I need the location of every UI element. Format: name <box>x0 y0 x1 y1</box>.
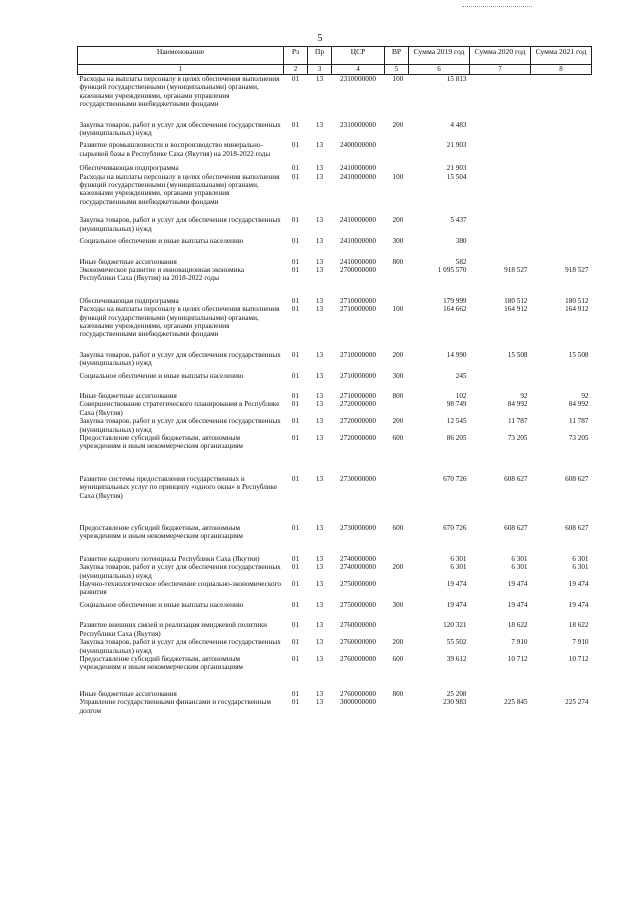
row-pr: 13 <box>315 75 324 83</box>
row-sum-2019: 21 903 <box>446 141 467 150</box>
row-sum-2020: 10 712 <box>507 654 528 663</box>
row-csr: 2410000000 <box>340 172 376 181</box>
column-index: 2 <box>284 65 308 75</box>
row-sum-2020 <box>470 372 531 392</box>
row-pr: 13 <box>315 563 324 572</box>
row-vr: 800 <box>392 257 404 266</box>
table-row <box>78 305 592 351</box>
row-vr <box>385 400 409 417</box>
header-rz: Рз <box>284 47 308 65</box>
row-vr <box>385 621 409 638</box>
row-vr: 800 <box>392 689 404 698</box>
row-sum-2021 <box>531 173 592 217</box>
row-sum-2021: 10 712 <box>568 654 589 663</box>
header-pr: Пр <box>308 47 332 65</box>
row-name: Развитие системы предоставления государственных и муниципальных услуг по принципу «одного окна» в Республике Саха (Якутия) <box>79 474 278 500</box>
row-rz: 01 <box>291 141 300 150</box>
row-sum-2020: 6 301 <box>511 554 528 563</box>
row-name: Предоставление субсидий бюджетным, автономным учреждениям и иным некоммерческим организациям <box>79 524 243 541</box>
table-row <box>78 141 592 164</box>
row-name: Развитие внешних связей и реализация имиджевой политики Республики Саха (Якутия) <box>79 621 267 638</box>
row-csr: 2730000000 <box>340 524 376 533</box>
row-sum-2019: 179 999 <box>443 296 467 305</box>
row-name: Научно-технологическое обеспечение социально-экономического развития <box>79 580 281 597</box>
row-sum-2021: 11 787 <box>569 417 589 426</box>
row-sum-2019: 582 <box>455 257 467 266</box>
row-sum-2020: 18 622 <box>507 621 528 630</box>
table-row <box>78 475 592 524</box>
column-index: 1 <box>78 65 284 75</box>
row-name: Закупка товаров, работ и услуг для обеспечения государственных (муниципальных) нужд <box>79 120 281 138</box>
table-row <box>78 563 592 580</box>
row-name: Расходы на выплаты персоналу в целях обеспечения выполнения функций государственными (муниципальными) органами, казенными учреждениями, органами управления государственными внебюджетными фондами <box>79 75 280 109</box>
row-rz: 01 <box>291 237 300 246</box>
table-row <box>78 121 592 142</box>
row-sum-2019: 19 474 <box>446 600 467 609</box>
row-vr: 200 <box>392 417 404 426</box>
row-sum-2021: 19 474 <box>568 600 589 609</box>
row-csr: 2760000000 <box>340 638 376 647</box>
row-pr: 13 <box>315 621 324 630</box>
row-sum-2020 <box>470 237 531 257</box>
row-sum-2021 <box>531 237 592 257</box>
table-row <box>78 690 592 698</box>
row-sum-2021 <box>531 258 592 266</box>
row-name: Предоставление субсидий бюджетным, автономным учреждениям и иным некоммерческим организациям <box>79 434 243 451</box>
row-sum-2021: 918 527 <box>565 265 589 274</box>
row-pr: 13 <box>315 257 324 266</box>
row-csr: 2700000000 <box>340 265 376 274</box>
row-sum-2021: 225 274 <box>565 698 589 707</box>
row-csr: 3000000000 <box>340 698 376 707</box>
row-rz: 01 <box>291 75 300 83</box>
table-row <box>78 698 592 715</box>
row-pr: 13 <box>315 400 324 409</box>
row-vr: 200 <box>392 563 404 572</box>
row-name: Социальное обеспечение и иные выплаты населению <box>79 371 244 380</box>
row-sum-2019: 4 483 <box>450 120 467 129</box>
row-sum-2021: 6 301 <box>572 563 589 572</box>
row-csr: 2710000000 <box>340 305 376 314</box>
row-csr: 2760000000 <box>340 689 376 698</box>
row-vr <box>385 164 409 172</box>
row-pr: 13 <box>315 305 324 314</box>
row-csr: 2760000000 <box>340 621 376 630</box>
row-vr: 300 <box>392 237 404 246</box>
table-row <box>78 351 592 372</box>
row-csr: 2310000000 <box>340 120 376 129</box>
row-sum-2020: 15 508 <box>507 350 528 359</box>
row-sum-2019: 14 990 <box>446 350 467 359</box>
row-csr: 2760000000 <box>340 654 376 663</box>
row-rz: 01 <box>291 164 300 173</box>
row-csr: 2710000000 <box>340 391 376 400</box>
row-sum-2019: 55 502 <box>446 638 467 647</box>
row-csr: 2750000000 <box>340 600 376 609</box>
row-vr: 600 <box>392 654 404 663</box>
table-row <box>78 216 592 237</box>
row-sum-2021 <box>531 75 592 121</box>
row-sum-2021: 84 992 <box>568 400 589 409</box>
row-sum-2019: 670 726 <box>443 474 467 483</box>
row-sum-2020 <box>470 216 531 237</box>
table-row <box>78 417 592 434</box>
table-row <box>78 164 592 172</box>
row-sum-2021 <box>531 372 592 392</box>
row-sum-2019: 164 662 <box>443 305 467 314</box>
row-csr: 2710000000 <box>340 371 376 380</box>
row-sum-2020: 608 627 <box>504 524 528 533</box>
row-sum-2021: 608 627 <box>565 524 589 533</box>
row-vr: 600 <box>392 434 404 442</box>
row-vr: 100 <box>392 172 404 181</box>
table-row <box>78 266 592 297</box>
table-row <box>78 258 592 266</box>
column-index: 5 <box>385 65 409 75</box>
row-sum-2021: 608 627 <box>565 474 589 483</box>
row-name: Закупка товаров, работ и услуг для обеспечения государственных (муниципальных) нужд <box>79 638 281 655</box>
row-rz: 01 <box>291 265 300 274</box>
row-sum-2020 <box>470 75 531 121</box>
row-pr: 13 <box>315 265 324 274</box>
column-index: 8 <box>531 65 592 75</box>
row-name: Расходы на выплаты персоналу в целях обеспечения выполнения функций государственными (муниципальными) органами, казенными учреждениями, органами управления государственными внебюджетными фондами <box>79 172 280 206</box>
row-sum-2021: 19 474 <box>568 580 589 589</box>
table-row <box>78 392 592 400</box>
row-vr <box>385 266 409 297</box>
row-pr: 13 <box>315 698 324 707</box>
row-pr: 13 <box>315 689 324 698</box>
row-rz: 01 <box>291 638 300 647</box>
row-sum-2020: 7 910 <box>511 638 528 647</box>
row-vr: 200 <box>392 216 404 225</box>
row-rz: 01 <box>291 563 300 572</box>
row-csr: 2710000000 <box>340 350 376 359</box>
row-name: Социальное обеспечение и иные выплаты населению <box>79 237 244 246</box>
row-vr <box>385 555 409 563</box>
row-sum-2019: 21 903 <box>446 164 467 173</box>
row-rz: 01 <box>291 580 300 589</box>
row-vr: 200 <box>392 350 404 359</box>
row-pr: 13 <box>315 237 324 246</box>
table-row <box>78 580 592 601</box>
row-sum-2021 <box>531 216 592 237</box>
table-row <box>78 75 592 121</box>
row-sum-2021: 92 <box>581 391 589 400</box>
row-csr: 2410000000 <box>340 164 376 173</box>
row-sum-2021: 164 912 <box>565 305 589 314</box>
row-sum-2020: 11 787 <box>508 417 528 426</box>
row-rz: 01 <box>291 434 300 442</box>
table-row <box>78 400 592 417</box>
row-rz: 01 <box>291 698 300 707</box>
row-vr: 300 <box>392 600 404 609</box>
row-sum-2019: 120 321 <box>443 621 467 630</box>
row-name: Предоставление субсидий бюджетным, автономным учреждениям и иным некоммерческим организациям <box>79 654 243 672</box>
row-vr: 100 <box>392 305 404 314</box>
row-pr: 13 <box>315 216 324 225</box>
row-pr: 13 <box>315 654 324 663</box>
row-vr <box>385 698 409 715</box>
header-2021: Сумма 2021 год <box>531 47 592 65</box>
row-name: Иные бюджетные ассигнования <box>79 689 177 698</box>
row-pr: 13 <box>315 120 324 129</box>
table-row <box>78 372 592 392</box>
row-sum-2019: 6 301 <box>450 554 467 563</box>
header-row <box>78 47 592 65</box>
row-rz: 01 <box>291 257 300 266</box>
row-sum-2019: 39 612 <box>446 654 467 663</box>
row-rz: 01 <box>291 120 300 129</box>
row-vr: 800 <box>392 391 404 400</box>
row-sum-2019: 230 983 <box>443 698 467 707</box>
row-sum-2021: 73 205 <box>568 434 589 442</box>
table-row <box>78 297 592 305</box>
row-name: Иные бюджетные ассигнования <box>79 391 177 400</box>
row-sum-2019: 1 095 570 <box>437 265 467 274</box>
row-sum-2020 <box>470 141 531 164</box>
row-csr: 2410000000 <box>340 257 376 266</box>
row-vr <box>385 580 409 601</box>
row-vr: 100 <box>392 75 404 83</box>
header-vr: ВР <box>385 47 409 65</box>
row-vr <box>385 141 409 164</box>
row-name: Обеспечивающая подпрограмма <box>79 296 179 305</box>
row-sum-2019: 670 726 <box>443 524 467 533</box>
row-sum-2021 <box>531 164 592 172</box>
row-sum-2020: 19 474 <box>507 600 528 609</box>
page-number: 5 <box>317 33 323 44</box>
row-sum-2019: 12 545 <box>446 417 467 426</box>
row-name: Развитие промышленности и воспроизводство минерально-сырьевой базы в Республике Саха (Якутия) на 2018-2022 годы <box>79 141 271 158</box>
budget-table <box>77 46 592 715</box>
row-sum-2019: 380 <box>455 237 467 246</box>
row-csr: 2720000000 <box>340 434 376 442</box>
row-pr: 13 <box>315 554 324 563</box>
row-sum-2020: 92 <box>520 391 528 400</box>
row-sum-2021: 18 622 <box>568 621 589 630</box>
row-pr: 13 <box>315 391 324 400</box>
row-rz: 01 <box>291 654 300 663</box>
row-rz: 01 <box>291 400 300 409</box>
row-sum-2020: 19 474 <box>507 580 528 589</box>
header-csr: ЦСР <box>332 47 385 65</box>
table-body <box>78 75 592 715</box>
row-csr: 2720000000 <box>340 400 376 409</box>
row-pr: 13 <box>315 172 324 181</box>
row-sum-2021: 7 910 <box>572 638 589 647</box>
table-row <box>78 237 592 257</box>
row-sum-2019: 25 208 <box>446 689 467 698</box>
row-rz: 01 <box>291 350 300 359</box>
row-pr: 13 <box>315 350 324 359</box>
row-rz: 01 <box>291 296 300 305</box>
table-row <box>78 655 592 690</box>
row-name: Развитие кадрового потенциала Республики Саха (Якутия) <box>79 554 260 563</box>
row-csr: 2750000000 <box>340 580 376 589</box>
row-rz: 01 <box>291 305 300 314</box>
row-pr: 13 <box>315 524 324 533</box>
row-name: Обеспечивающая подпрограмма <box>79 164 179 173</box>
row-sum-2019: 6 301 <box>450 563 467 572</box>
row-sum-2020: 608 627 <box>504 474 528 483</box>
row-pr: 13 <box>315 141 324 150</box>
row-csr: 2400000000 <box>340 141 376 150</box>
row-name: Закупка товаров, работ и услуг для обеспечения государственных (муниципальных) нужд <box>79 563 281 580</box>
row-vr: 200 <box>392 120 404 129</box>
row-name: Закупка товаров, работ и услуг для обеспечения государственных (муниципальных) нужд <box>79 216 281 233</box>
row-sum-2020: 84 992 <box>507 400 528 409</box>
table-row <box>78 434 592 475</box>
row-name: Расходы на выплаты персоналу в целях обеспечения выполнения функций государственными (муниципальными) органами, казенными учреждениями, органами управления государственными внебюджетными фондами <box>79 305 280 339</box>
row-pr: 13 <box>315 296 324 305</box>
row-sum-2021: 180 512 <box>565 296 589 305</box>
table-row <box>78 524 592 555</box>
row-rz: 01 <box>291 391 300 400</box>
table-row <box>78 601 592 621</box>
row-sum-2019: 98 749 <box>446 400 467 409</box>
row-csr: 2710000000 <box>340 296 376 305</box>
row-rz: 01 <box>291 371 300 380</box>
row-rz: 01 <box>291 216 300 225</box>
row-rz: 01 <box>291 474 300 483</box>
row-sum-2020: 918 527 <box>504 265 528 274</box>
table-row <box>78 621 592 638</box>
row-rz: 01 <box>291 621 300 630</box>
row-name: Закупка товаров, работ и услуг для обеспечения государственных (муниципальных) нужд <box>79 417 281 434</box>
row-sum-2020: 73 205 <box>507 434 528 442</box>
row-sum-2020: 164 912 <box>504 305 528 314</box>
row-rz: 01 <box>291 600 300 609</box>
row-sum-2020: 180 512 <box>504 296 528 305</box>
row-vr <box>385 475 409 524</box>
row-rz: 01 <box>291 689 300 698</box>
row-name: Управление государственными финансами и государственным долгом <box>79 698 271 715</box>
row-sum-2020 <box>470 173 531 217</box>
row-sum-2020 <box>470 164 531 172</box>
row-sum-2020: 225 845 <box>504 698 528 707</box>
row-csr: 2740000000 <box>340 563 376 572</box>
column-index: 7 <box>470 65 531 75</box>
header-name: Наименование <box>78 47 284 65</box>
row-vr <box>385 297 409 305</box>
row-rz: 01 <box>291 554 300 563</box>
row-sum-2020 <box>470 690 531 698</box>
row-pr: 13 <box>315 417 324 426</box>
table-row <box>78 555 592 563</box>
row-csr: 2410000000 <box>340 237 376 246</box>
row-vr: 200 <box>392 638 404 647</box>
column-index-row <box>78 65 592 75</box>
header-2019: Сумма 2019 год <box>409 47 470 65</box>
row-sum-2019: 5 437 <box>450 216 467 225</box>
column-index: 6 <box>409 65 470 75</box>
row-pr: 13 <box>315 600 324 609</box>
row-sum-2019: 15 813 <box>446 75 467 83</box>
row-sum-2020 <box>470 121 531 142</box>
column-index: 4 <box>332 65 385 75</box>
row-pr: 13 <box>315 371 324 380</box>
row-sum-2019: 102 <box>455 391 467 400</box>
row-pr: 13 <box>315 474 324 483</box>
row-name: Экономическое развитие и инновационная экономика Республики Саха (Якутия) на 2018-2022 годы <box>79 265 245 283</box>
row-sum-2021: 15 508 <box>568 350 589 359</box>
row-csr: 2740000000 <box>340 554 376 563</box>
row-pr: 13 <box>315 164 324 173</box>
row-sum-2019: 19 474 <box>446 580 467 589</box>
row-name: Иные бюджетные ассигнования <box>79 257 177 266</box>
table-row <box>78 173 592 217</box>
row-csr: 2720000000 <box>340 417 376 426</box>
table-row <box>78 638 592 655</box>
row-name: Совершенствование стратегического планирования в Республике Саха (Якутия) <box>79 400 280 417</box>
row-csr: 2730000000 <box>340 474 376 483</box>
row-csr: 2410000000 <box>340 216 376 225</box>
row-sum-2021: 6 301 <box>572 554 589 563</box>
row-sum-2020: 6 301 <box>511 563 528 572</box>
row-name: Социальное обеспечение и иные выплаты населению <box>79 600 244 609</box>
row-csr: 2310000000 <box>340 75 376 83</box>
row-vr: 300 <box>392 371 404 380</box>
row-sum-2019: 86 205 <box>446 434 467 442</box>
row-sum-2020 <box>470 258 531 266</box>
header-2020: Сумма 2020 год <box>470 47 531 65</box>
row-name: Закупка товаров, работ и услуг для обеспечения государственных (муниципальных) нужд <box>79 350 281 368</box>
row-pr: 13 <box>315 580 324 589</box>
column-index: 3 <box>308 65 332 75</box>
row-sum-2021 <box>531 141 592 164</box>
row-vr: 600 <box>392 524 404 533</box>
row-rz: 01 <box>291 172 300 181</box>
row-sum-2021 <box>531 690 592 698</box>
row-rz: 01 <box>291 417 300 426</box>
row-sum-2019: 245 <box>455 371 467 380</box>
row-sum-2021 <box>531 121 592 142</box>
row-pr: 13 <box>315 434 324 442</box>
scan-marks <box>462 6 532 8</box>
row-rz: 01 <box>291 524 300 533</box>
row-pr: 13 <box>315 638 324 647</box>
row-sum-2019: 15 504 <box>446 172 467 181</box>
